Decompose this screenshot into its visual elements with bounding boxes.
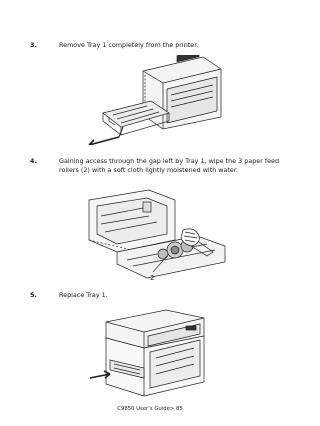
figure-remove-tray bbox=[85, 55, 225, 145]
figure-replace-tray bbox=[86, 306, 226, 398]
page-footer: C9850 User’s Guide> 85 bbox=[117, 406, 183, 412]
step-number: 5. bbox=[30, 291, 37, 299]
figure-wipe-rollers bbox=[87, 186, 227, 288]
step-number: 3. bbox=[30, 41, 37, 49]
step-number: 4. bbox=[30, 157, 37, 165]
step-text: Replace Tray 1. bbox=[59, 291, 108, 299]
step-text: Gaining access through the gap left by Tray 1, wipe the 3 paper feed rollers (2) with a soft cloth lightly moistened with water. bbox=[59, 157, 280, 174]
callout-label: 2 bbox=[150, 274, 155, 282]
step-text: Remove Tray 1 completely from the printer. bbox=[59, 41, 199, 49]
